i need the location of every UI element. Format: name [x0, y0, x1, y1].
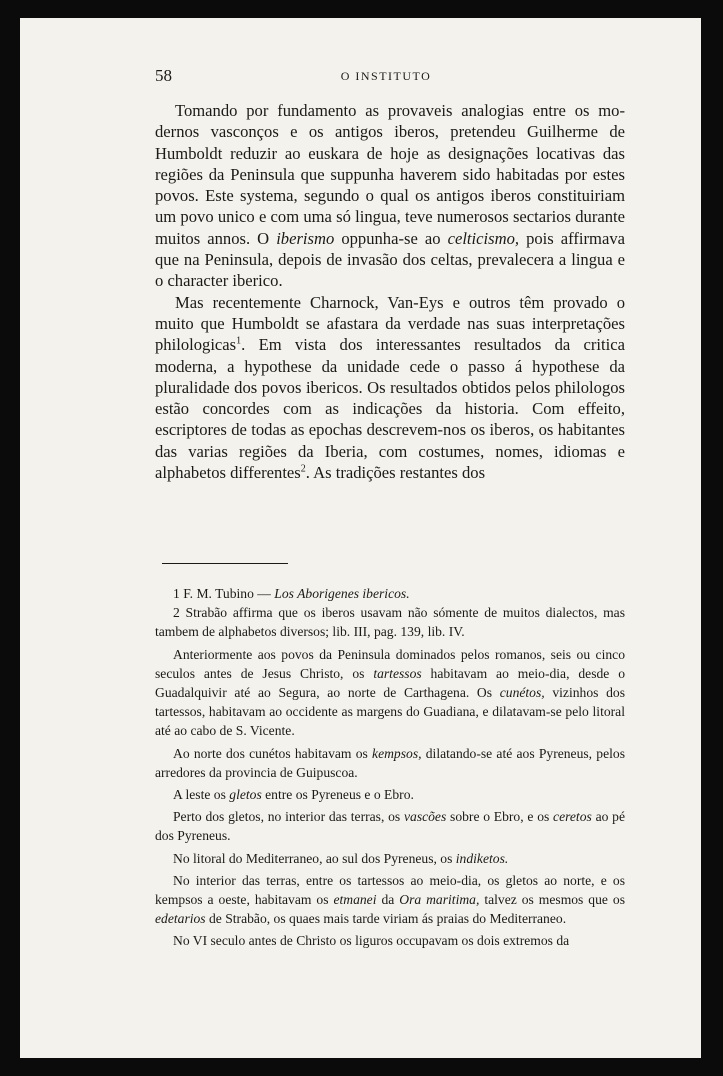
- paragraph-1: Tomando por fundamento as provaveis analogias entre os modernos vasconços e os antigos iberos, pretendeu Guilherme de Humboldt reduzir ao euskara de hoje as designações locativas das regiões da Peninsula que suppunha haverem sido habitadas por estes povos. Este systema, segundo o qual os antigos iberos constituiriam um povo unico e com uma só lingua, teve numerosos sectarios durante muitos annos. O iberismo oppunha-se ao celticismo, pois affirmava que na Peninsula, depois de invasão dos celtas, prevalecera a lingua e o character iberico.: [155, 101, 625, 291]
- page-header: [155, 66, 617, 88]
- italic-term: iberismo: [276, 228, 335, 248]
- page-number: 58: [155, 66, 172, 85]
- footnote-divider: [162, 563, 288, 564]
- paragraph-2: Mas recentemente Charnock, Van-Eys e outros têm provado o muito que Humboldt se afastara da verdade nas suas interpretações philologicas$^1$. Em vista dos interessantes resultados da critica moderna, a hypothese da unidade cede o passo á hypothese da pluralidade dos povos ibericos. Os resultados obtidos pelos philologos estão concordes com as indicações da historia. Com effeito, escriptores de todas as epochas descrevem-nos os iberos, os habitantes das varias regiões da Iberia, com costumes, nomes, idiomas e alphabetos differentes$^2$. As tradições restantes dos: [155, 292, 625, 483]
- note-paragraph-6: No interior das terras, entre os tartessos ao meio-dia, os gletos ao norte, e os kempsos a oeste, habitavam os etmanei da Ora maritima, talvez os mesmos que os edetarios de Strabão, os quaes mais tarde viriam ás praias do Mediterraneo.: [155, 872, 625, 927]
- italic-title: Los Aborigenes ibericos.: [274, 586, 410, 601]
- note-paragraph-7: No VI seculo antes de Christo os liguros occupavam os dois extremos da: [173, 933, 570, 949]
- running-title: O INSTITUTO: [340, 69, 432, 83]
- note-paragraph-1: Anteriormente aos povos da Peninsula dominados pelos romanos, seis ou cinco seculos antes de Jesus Christo, os tartessos habitavam ao meio-dia, desde o Guadalquivir até ao Segura, ao norte de Carthagena. Os cunétos, vizinhos dos tartessos, habitavam ao occidente as margens do Guadiana, e dilatavam-se pelo litoral até ao cabo de S. Vicente.: [155, 646, 625, 739]
- footnote-1: 1 F. M. Tubino — Los Aborigenes ibericos.: [173, 586, 410, 601]
- main-text: [155, 100, 625, 483]
- note-paragraph-2: Ao norte dos cunétos habitavam os kempsos, dilatando-se até aos Pyreneus, pelos arredores da provincia de Guipuscoa.: [155, 745, 625, 780]
- footnotes: [155, 584, 625, 954]
- note-paragraph-5: No litoral do Mediterraneo, ao sul dos Pyreneus, os indiketos.: [173, 850, 509, 866]
- footnote-ref: 2: [300, 463, 306, 475]
- book-page: [20, 18, 701, 1058]
- note-paragraph-4: Perto dos gletos, no interior das terras, os vascões sobre o Ebro, e os ceretos ao pé dos Pyreneus.: [155, 809, 625, 844]
- italic-term: celticismo,: [447, 228, 520, 248]
- note-paragraph-3: A leste os gletos entre os Pyreneus e o Ebro.: [173, 787, 414, 803]
- footnote-2: 2 Strabão affirma que os iberos usavam não sómente de muitos dialectos, mas tambem de alphabetos diversos; lib. III, pag. 139, lib. IV.: [155, 605, 625, 640]
- footnote-ref: 1: [236, 335, 242, 347]
